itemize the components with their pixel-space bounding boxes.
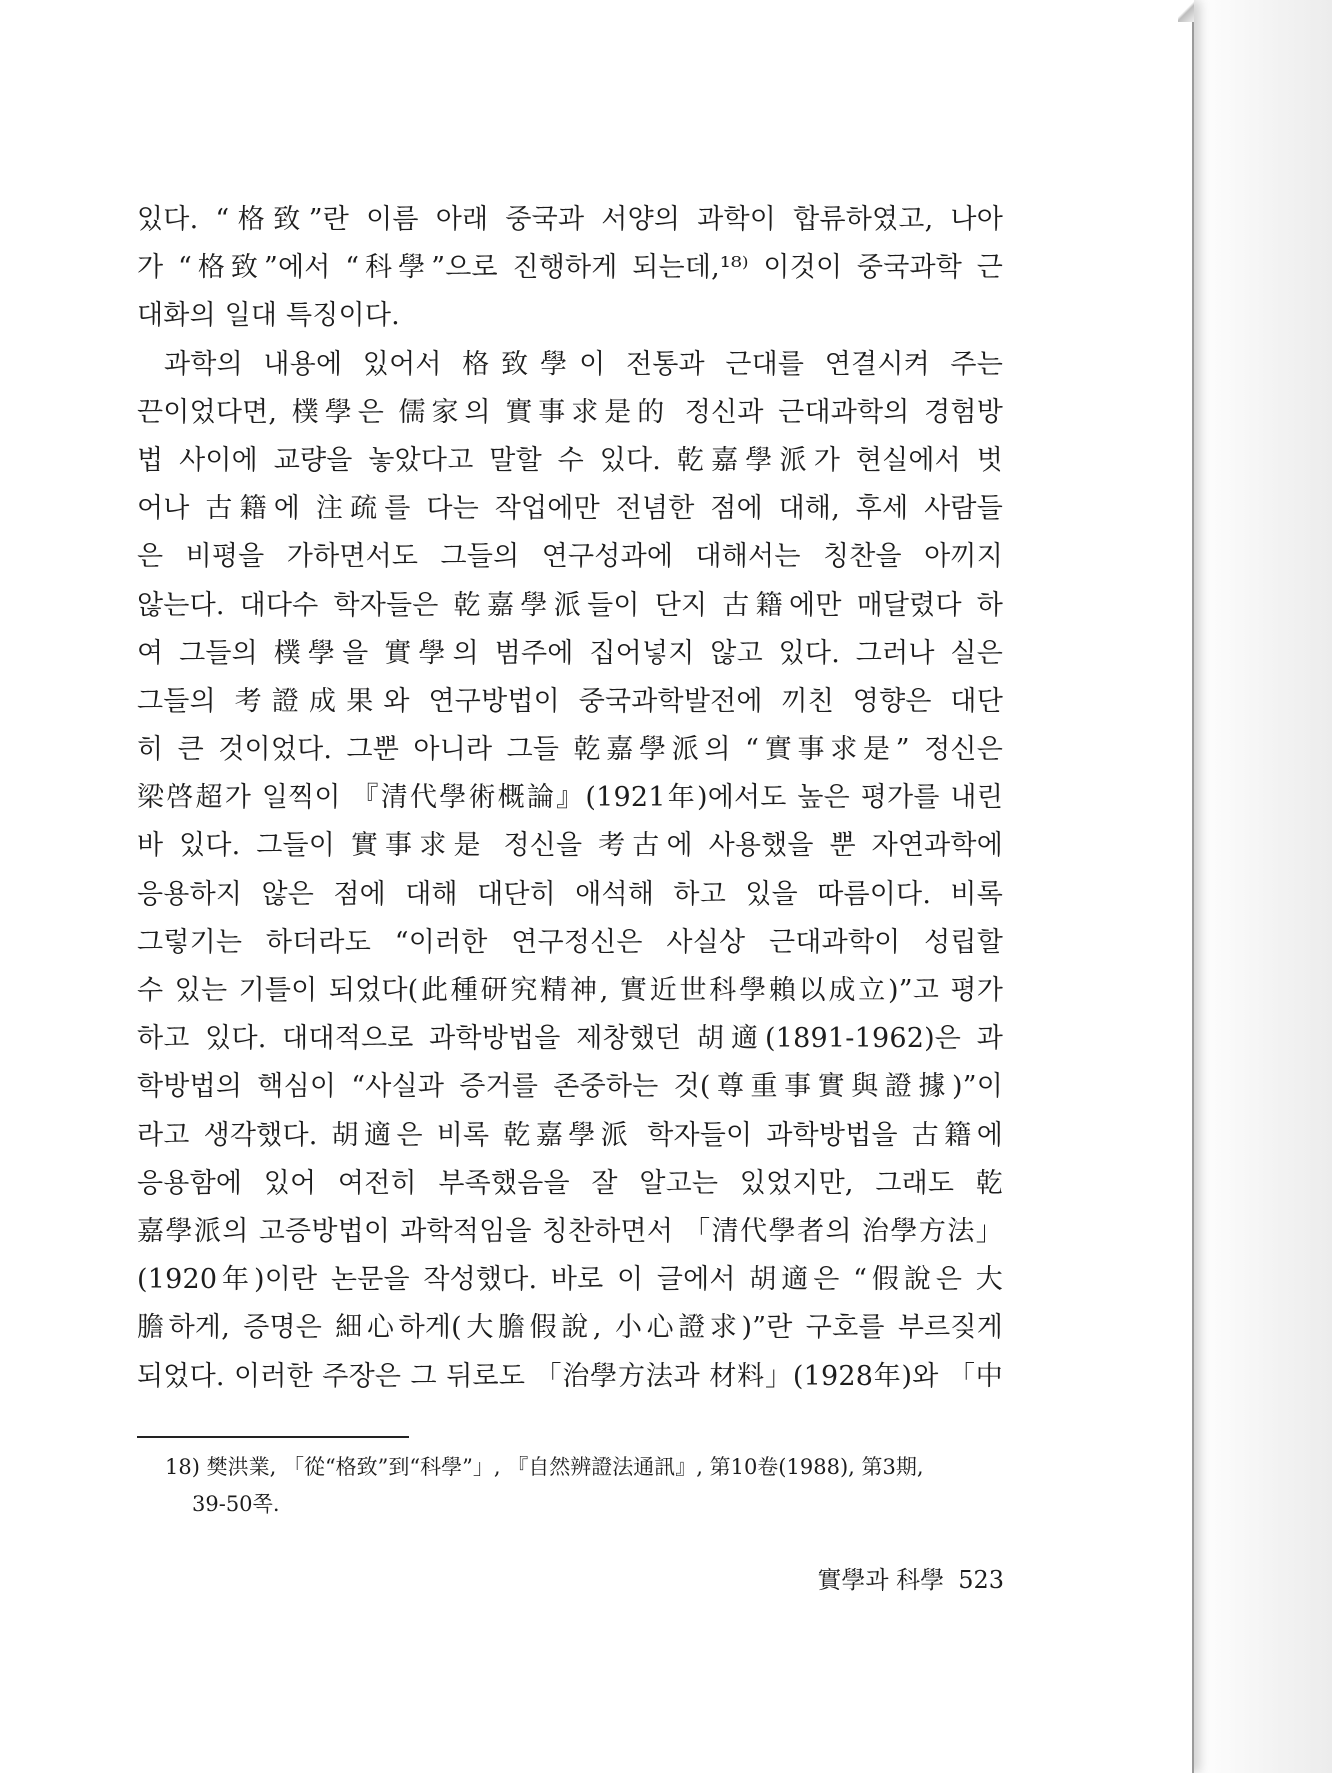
body-line: 여 그들의 樸學을 實學의 범주에 집어넣지 않고 있다. 그러나 실은 <box>137 637 1003 669</box>
body-line: 어나 古籍에 注疏를 다는 작업에만 전념한 점에 대해, 후세 사람들 <box>137 493 1003 525</box>
body-line: 학방법의 핵심이 “사실과 증거를 존중하는 것(尊重事實與證據)”이 <box>137 1071 1003 1103</box>
body-line: 수 있는 기틀이 되었다(此種研究精神, 實近世科學賴以成立)”고 평가 <box>137 975 1003 1006</box>
body-line: 라고 생각했다. 胡適은 비록 乾嘉學派 학자들이 과학방법을 古籍에 <box>137 1119 1003 1151</box>
body-line: 법 사이에 교량을 놓았다고 말할 수 있다. 乾嘉學派가 현실에서 벗 <box>137 444 1003 476</box>
body-line: 가 “格致”에서 “科學”으로 진행하게 되는데,¹⁸⁾ 이것이 중국과학 근 <box>137 252 1003 284</box>
page-edge-shadow <box>1190 0 1332 1773</box>
body-line: (1920年)이란 논문을 작성했다. 바로 이 글에서 胡適은 “假說은 大 <box>137 1264 1003 1296</box>
body-line: 응용함에 있어 여전히 부족했음을 잘 알고는 있었지만, 그래도 乾 <box>137 1167 1003 1199</box>
body-line: 히 큰 것이었다. 그뿐 아니라 그들 乾嘉學派의 “實事求是” 정신은 <box>137 734 1003 766</box>
paragraph-start-line: 과학의 내용에 있어서 格致學이 전통과 근대를 연결시켜 주는 <box>164 348 1003 380</box>
body-line: 대화의 일대 특징이다. <box>137 300 400 332</box>
running-title: 實學과 科學 <box>817 1566 945 1594</box>
page-number: 523 <box>958 1566 1004 1594</box>
body-line: 그렇기는 하더라도 “이러한 연구정신은 사실상 근대과학이 성립할 <box>137 926 1003 958</box>
body-line: 않는다. 대다수 학자들은 乾嘉學派들이 단지 古籍에만 매달렸다 하 <box>137 589 1003 621</box>
page-footer <box>700 1560 1004 1595</box>
body-line: 되었다. 이러한 주장은 그 뒤로도 「治學方法과 材料」(1928年)와 「中 <box>137 1360 1003 1392</box>
footnote-line: 18) 樊洪業, 「從“格致”到“科學”」, 『自然辨證法通訊』, 第10卷(1988), 第3期, <box>165 1455 924 1479</box>
body-line: 그들의 考證成果와 연구방법이 중국과학발전에 끼친 영향은 대단 <box>137 685 1003 717</box>
body-line: 끈이었다면, 樸學은 儒家의 實事求是的 정신과 근대과학의 경험방 <box>137 396 1003 428</box>
body-line: 膽하게, 증명은 細心하게(大膽假說, 小心證求)”란 구호를 부르짖게 <box>137 1312 1003 1344</box>
body-line: 하고 있다. 대대적으로 과학방법을 제창했던 胡適(1891-1962)은 과 <box>137 1023 1003 1055</box>
body-line: 바 있다. 그들이 實事求是 정신을 考古에 사용했을 뿐 자연과학에 <box>137 830 1003 862</box>
body-line: 梁啓超가 일찍이 『清代學術概論』(1921年)에서도 높은 평가를 내린 <box>137 782 1003 814</box>
body-line: 은 비평을 가하면서도 그들의 연구성과에 대해서는 칭찬을 아끼지 <box>137 541 1003 573</box>
footnote-divider <box>137 1436 409 1438</box>
page-corner-fold <box>1178 0 1194 22</box>
body-text <box>137 196 1003 1401</box>
footnote-18 <box>165 1449 1003 1523</box>
footnote-line: 39-50쪽. <box>192 1492 280 1516</box>
body-line: 있다. “格致”란 이름 아래 중국과 서양의 과학이 합류하였고, 나아 <box>137 204 1003 235</box>
body-line: 嘉學派의 고증방법이 과학적임을 칭찬하면서 「清代學者의 治學方法」 <box>137 1215 1003 1247</box>
body-line: 응용하지 않은 점에 대해 대단히 애석해 하고 있을 따름이다. 비록 <box>137 878 1003 910</box>
